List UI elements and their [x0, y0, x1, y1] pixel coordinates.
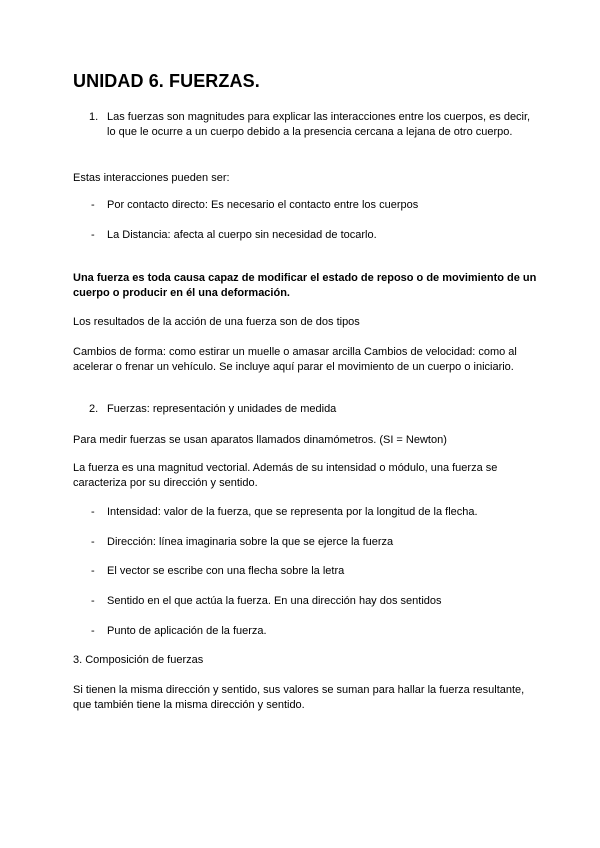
composition-text: Si tienen la misma dirección y sentido, sus valores se suman para hallar la fuerza resultante, que también tiene la misma dirección y sentido.: [73, 684, 525, 711]
list-dash: -: [91, 199, 95, 211]
list-dash: -: [91, 625, 95, 637]
section-2-text: Fuerzas: representación y unidades de medida: [107, 403, 337, 415]
list-dash: -: [91, 506, 95, 518]
interaction-distance: La Distancia: afecta al cuerpo sin necesidad de tocarlo.: [107, 229, 377, 241]
section-2-number: 2.: [89, 403, 99, 415]
section-3-heading: 3. Composición de fuerzas: [73, 654, 204, 666]
characteristic-direction: Dirección: línea imaginaria sobre la que se ejerce la fuerza: [107, 536, 394, 548]
characteristic-application-point: Punto de aplicación de la fuerza.: [107, 625, 267, 637]
section-1-text: Las fuerzas son magnitudes para explicar las interacciones entre los cuerpos, es decir, lo que le ocurre a un cuerpo debido a la presencia cercana a lejana de otro cuerpo.: [107, 111, 531, 138]
characteristic-vector: El vector se escribe con una flecha sobre la letra: [107, 565, 345, 577]
list-dash: -: [91, 229, 95, 241]
interactions-intro: Estas interacciones pueden ser:: [73, 172, 230, 184]
section-1-number: 1.: [89, 111, 99, 123]
document-title: UNIDAD 6. FUERZAS.: [73, 71, 260, 91]
measure-text: Para medir fuerzas se usan aparatos llamados dinamómetros. (SI = Newton): [73, 434, 447, 446]
list-dash: -: [91, 595, 95, 607]
list-dash: -: [91, 536, 95, 548]
results-intro: Los resultados de la acción de una fuerza son de dos tipos: [73, 316, 360, 328]
force-definition: Una fuerza es toda causa capaz de modificar el estado de reposo o de movimiento de un cuerpo o producir en él una deformación.: [73, 272, 537, 299]
interaction-contact: Por contacto directo: Es necesario el contacto entre los cuerpos: [107, 199, 419, 211]
results-text: Cambios de forma: como estirar un muelle o amasar arcilla Cambios de velocidad: como al acelerar o frenar un vehículo. Se incluye aquí parar el movimiento de un cuerpo o iniciario.: [73, 346, 517, 373]
characteristic-sense: Sentido en el que actúa la fuerza. En una dirección hay dos sentidos: [107, 595, 442, 607]
list-dash: -: [91, 565, 95, 577]
characteristic-intensity: Intensidad: valor de la fuerza, que se representa por la longitud de la flecha.: [107, 506, 478, 518]
vector-text: La fuerza es una magnitud vectorial. Además de su intensidad o módulo, una fuerza se caracteriza por su dirección y sentido.: [73, 462, 498, 489]
